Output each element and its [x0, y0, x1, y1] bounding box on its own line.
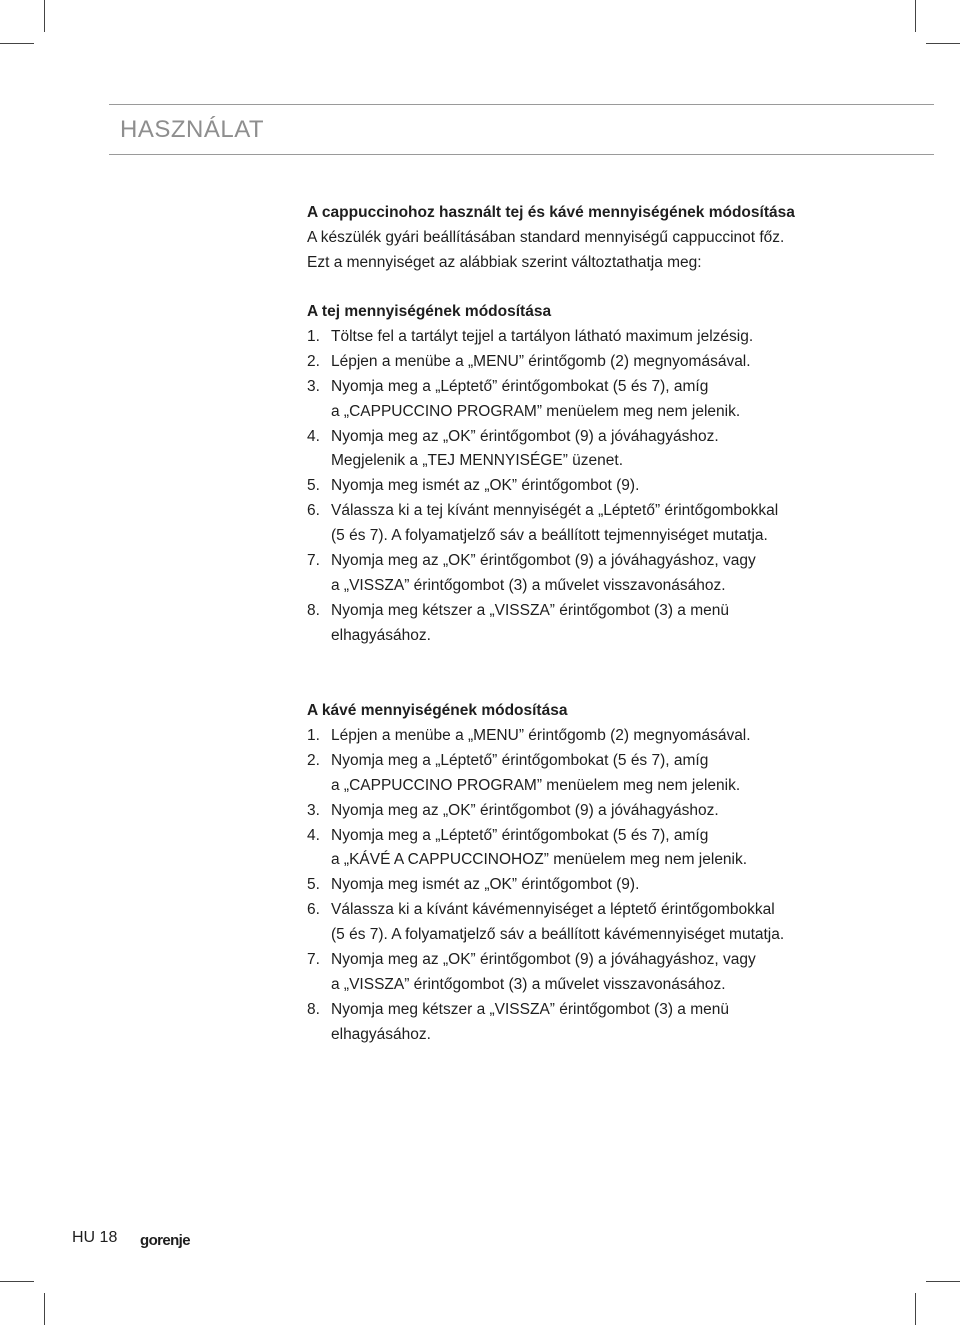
crop-mark-top-right-horizontal [926, 43, 960, 44]
intro-heading: A cappuccinohoz használt tej és kávé mennyiségének módosítása [307, 204, 795, 221]
step-number: 1. [307, 726, 320, 744]
crop-mark-bottom-left [44, 1293, 45, 1325]
step-number: 2. [307, 751, 320, 769]
list-item [307, 499, 867, 549]
step-text: Nyomja meg az „OK” érintőgombot (9) a jóváhagyáshoz, vagy [331, 552, 756, 570]
step-text: Töltse fel a tartályt tejjel a tartályon látható maximum jelzésig. [331, 327, 754, 345]
step-text: Nyomja meg a „Léptető” érintőgombokat (5 és 7), amíg [331, 826, 709, 844]
step-number: 2. [307, 352, 320, 370]
step-number: 5. [307, 876, 320, 894]
list-item [307, 375, 867, 425]
step-text: Nyomja meg ismét az „OK” érintőgombot (9). [331, 477, 640, 495]
step-number: 7. [307, 951, 320, 969]
page-footer [72, 1229, 190, 1249]
step-text-continued: (5 és 7). A folyamatjelző sáv a beállított kávémennyiséget mutatja. [331, 926, 785, 944]
step-text-continued: a „KÁVÉ A CAPPUCCINOHOZ” menüelem meg nem jelenik. [331, 851, 748, 869]
step-number: 6. [307, 502, 320, 520]
intro-line: A készülék gyári beállításában standard mennyiségű cappuccinot főz. [307, 228, 785, 246]
coffee-steps-list [307, 724, 867, 1048]
crop-mark-bottom-right-horizontal [926, 1281, 960, 1282]
step-text-continued: elhagyásához. [331, 1025, 431, 1043]
step-text: Nyomja meg az „OK” érintőgombot (9) a jóváhagyáshoz, vagy [331, 951, 756, 969]
step-number: 1. [307, 327, 320, 345]
step-text: Lépjen a menübe a „MENU” érintőgomb (2) megnyomásával. [331, 726, 751, 744]
step-text: Válassza ki a kívánt kávémennyiséget a léptető érintőgombokkal [331, 901, 775, 919]
intro-line: Ezt a mennyiséget az alábbiak szerint változtathatja meg: [307, 253, 702, 271]
intro-section [307, 201, 867, 276]
step-text: Nyomja meg a „Léptető” érintőgombokat (5 és 7), amíg [331, 751, 709, 769]
step-text: Nyomja meg kétszer a „VISSZA” érintőgombot (3) a menü [331, 1000, 729, 1018]
crop-mark-bottom-left-horizontal [0, 1281, 34, 1282]
list-item [307, 474, 867, 499]
step-text-continued: elhagyásához. [331, 626, 431, 644]
list-item [307, 824, 867, 874]
step-text: Nyomja meg ismét az „OK” érintőgombot (9). [331, 876, 640, 894]
milk-heading: A tej mennyiségének módosítása [307, 303, 552, 320]
step-number: 4. [307, 427, 320, 445]
step-text: Válassza ki a tej kívánt mennyiségét a „Léptető” érintőgombokkal [331, 502, 779, 520]
step-text: Lépjen a menübe a „MENU” érintőgomb (2) megnyomásával. [331, 352, 751, 370]
page-number: HU 18 [72, 1229, 118, 1246]
step-number: 4. [307, 826, 320, 844]
step-number: 3. [307, 377, 320, 395]
step-text: Nyomja meg az „OK” érintőgombot (9) a jóváhagyáshoz. [331, 427, 719, 445]
list-item [307, 799, 867, 824]
crop-mark-bottom-right [915, 1293, 916, 1325]
brand-logo: gorenje [140, 1232, 190, 1249]
step-text-continued: a „CAPPUCCINO PROGRAM” menüelem meg nem jelenik. [331, 402, 741, 420]
step-text-continued: Megjelenik a „TEJ MENNYISÉGE” üzenet. [331, 452, 624, 470]
step-text-continued: (5 és 7). A folyamatjelző sáv a beállított tejmennyiséget mutatja. [331, 527, 768, 545]
milk-steps-list [307, 325, 867, 649]
crop-mark-top-right [915, 0, 916, 32]
step-number: 3. [307, 801, 320, 819]
crop-mark-top-left-horizontal [0, 43, 34, 44]
list-item [307, 724, 867, 749]
step-number: 5. [307, 477, 320, 495]
step-number: 7. [307, 552, 320, 570]
step-text: Nyomja meg a „Léptető” érintőgombokat (5 és 7), amíg [331, 377, 709, 395]
step-text-continued: a „VISSZA” érintőgombot (3) a művelet visszavonásához. [331, 975, 726, 993]
list-item [307, 599, 867, 649]
list-item [307, 325, 867, 350]
page-title: HASZNÁLAT [120, 116, 265, 143]
header-bottom-rule [109, 154, 934, 155]
step-number: 8. [307, 601, 320, 619]
list-item [307, 350, 867, 375]
crop-mark-top-left [44, 0, 45, 32]
step-number: 6. [307, 901, 320, 919]
milk-section [307, 300, 867, 649]
list-item [307, 749, 867, 799]
coffee-section [307, 699, 867, 1048]
list-item [307, 948, 867, 998]
list-item [307, 549, 867, 599]
list-item [307, 998, 867, 1048]
step-number: 8. [307, 1000, 320, 1018]
header-top-rule [109, 104, 934, 105]
step-text: Nyomja meg az „OK” érintőgombot (9) a jóváhagyáshoz. [331, 801, 719, 819]
step-text-continued: a „VISSZA” érintőgombot (3) a művelet visszavonásához. [331, 576, 726, 594]
coffee-heading: A kávé mennyiségének módosítása [307, 702, 568, 719]
step-text-continued: a „CAPPUCCINO PROGRAM” menüelem meg nem jelenik. [331, 776, 741, 794]
list-item [307, 873, 867, 898]
step-text: Nyomja meg kétszer a „VISSZA” érintőgombot (3) a menü [331, 601, 729, 619]
list-item [307, 898, 867, 948]
list-item [307, 425, 867, 475]
